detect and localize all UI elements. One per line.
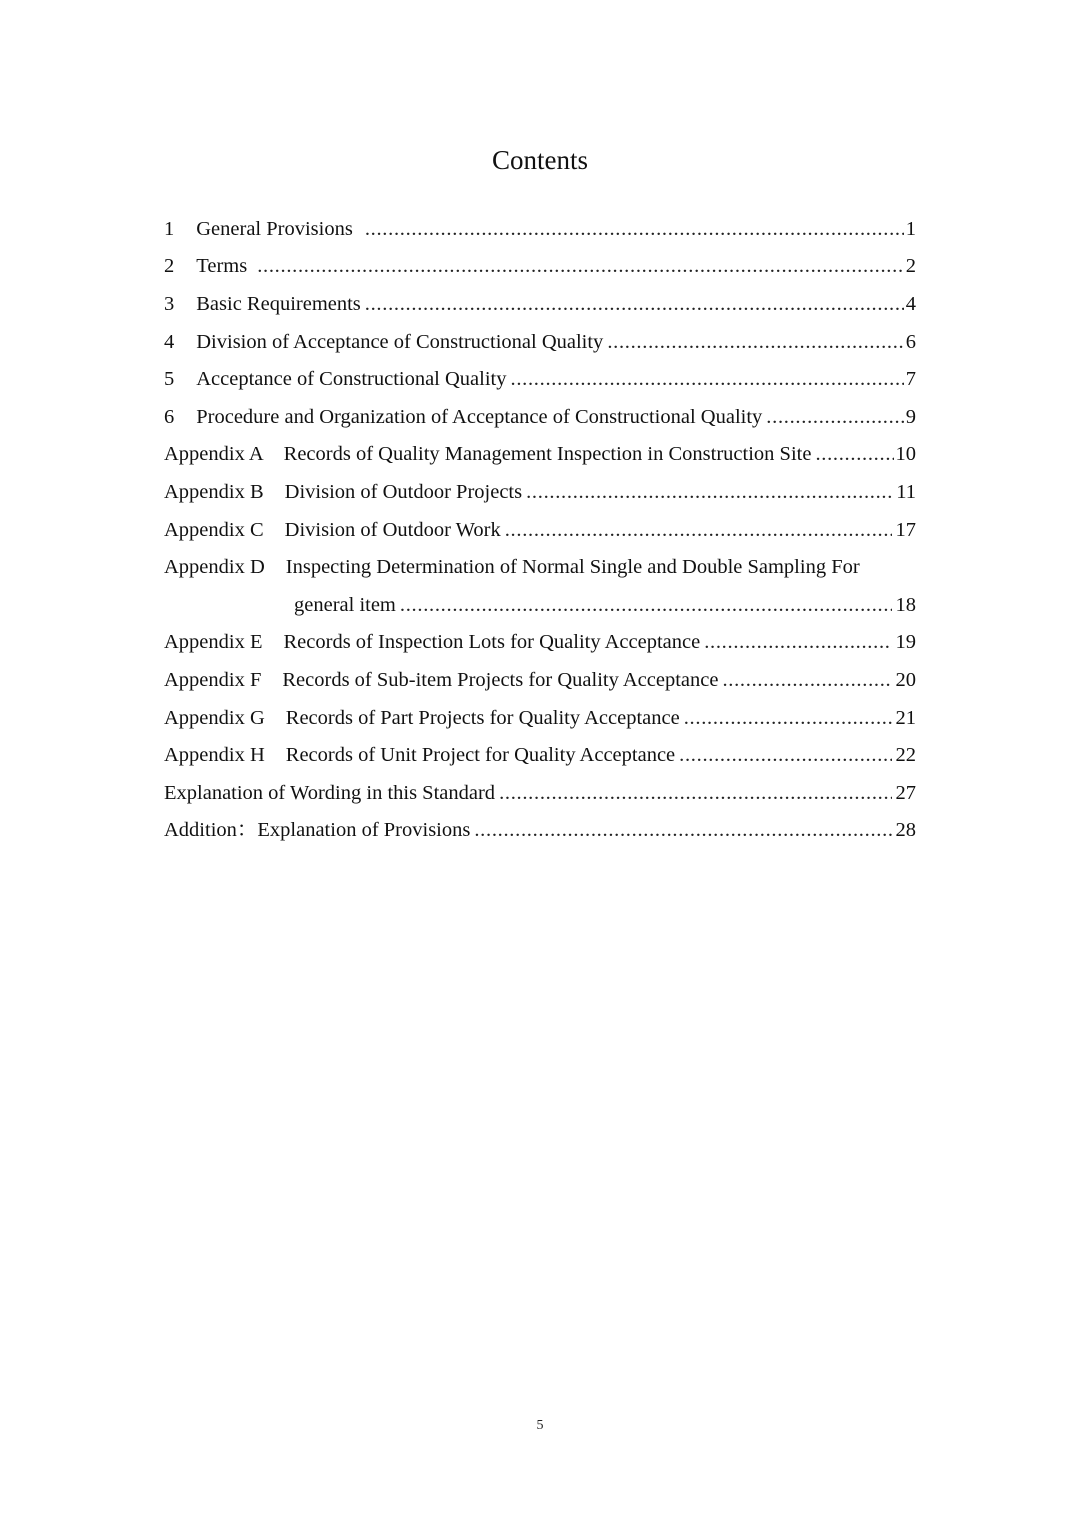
dot-leader: [704, 630, 891, 654]
dot-leader: [511, 367, 904, 391]
dot-leader: [684, 706, 892, 730]
dot-leader: [526, 480, 892, 504]
toc-entry-page: 7: [905, 368, 916, 391]
toc-entry-number: 4: [164, 330, 175, 353]
table-of-contents: [164, 210, 916, 849]
toc-entry-title: Procedure and Organization of Acceptance of Constructional Quality: [196, 405, 763, 428]
toc-entry-title: Records of Part Projects for Quality Acceptance: [285, 706, 680, 729]
toc-entry-addition[interactable]: [164, 812, 916, 850]
dot-leader: [474, 818, 891, 842]
toc-entry-page: 11: [896, 480, 916, 503]
toc-entry-title: Division of Acceptance of Constructional Quality: [196, 330, 604, 353]
dot-leader: [722, 668, 891, 692]
toc-entry-title: Records of Quality Management Inspection in Construction Site: [283, 443, 812, 466]
toc-entry-number: 6: [164, 405, 175, 428]
toc-entry-title: Inspecting Determination of Normal Single and Double Sampling For: [285, 556, 860, 579]
toc-entry-number: Appendix G: [164, 706, 265, 729]
toc-entry-number: 3: [164, 292, 175, 315]
toc-entry-title: Explanation of Wording in this Standard: [164, 781, 496, 804]
toc-entry-title: Addition：Explanation of Provisions: [164, 819, 471, 842]
toc-entry-page: 22: [895, 744, 916, 767]
dot-leader: [607, 330, 903, 354]
toc-entry-title: Acceptance of Constructional Quality: [196, 368, 507, 391]
toc-entry-1[interactable]: [164, 210, 916, 248]
page-title: Contents: [491, 145, 588, 175]
toc-entry-number: Appendix F: [164, 668, 262, 691]
dot-leader: [815, 442, 893, 466]
toc-entry-number: Appendix B: [164, 480, 264, 503]
toc-entry-page: 21: [895, 706, 916, 729]
dot-leader: [365, 292, 904, 316]
toc-entry-appendix-d-continuation[interactable]: [164, 586, 916, 624]
toc-entry-6[interactable]: [164, 398, 916, 436]
toc-entry-number: Appendix D: [164, 556, 265, 579]
toc-entry-page: 27: [895, 781, 916, 804]
toc-entry-title: Records of Sub-item Projects for Quality Acceptance: [282, 668, 719, 691]
toc-entry-appendix-c[interactable]: [164, 511, 916, 549]
toc-entry-page: 10: [895, 443, 916, 466]
toc-entry-number: 2: [164, 255, 175, 278]
toc-entry-page: 2: [905, 255, 916, 278]
toc-entry-title: General Provisions: [196, 217, 353, 240]
toc-entry-appendix-b[interactable]: [164, 473, 916, 511]
toc-entry-appendix-f[interactable]: [164, 661, 916, 699]
toc-entry-5[interactable]: [164, 360, 916, 398]
dot-leader: [499, 781, 891, 805]
toc-entry-number: Appendix A: [164, 443, 264, 466]
toc-entry-4[interactable]: [164, 323, 916, 361]
toc-entry-number: 5: [164, 368, 175, 391]
toc-entry-page: 28: [895, 819, 916, 842]
dot-leader: [365, 217, 904, 241]
toc-entry-page: 4: [905, 292, 916, 315]
toc-entry-appendix-d[interactable]: [164, 548, 916, 586]
toc-entry-title: Records of Unit Project for Quality Acceptance: [285, 744, 676, 767]
toc-entry-title: Terms: [196, 255, 248, 278]
dot-leader: [257, 254, 904, 278]
toc-entry-2[interactable]: [164, 248, 916, 286]
toc-entry-appendix-h[interactable]: [164, 736, 916, 774]
toc-entry-title: Division of Outdoor Work: [284, 518, 501, 541]
dot-leader: [679, 743, 891, 767]
toc-entry-title-continuation: general item: [294, 593, 396, 616]
toc-entry-page: 17: [895, 518, 916, 541]
toc-entry-page: 6: [905, 330, 916, 353]
dot-leader: [766, 405, 903, 429]
toc-entry-number: Appendix C: [164, 518, 264, 541]
toc-entry-page: 1: [905, 217, 916, 240]
toc-entry-number: 1: [164, 217, 175, 240]
dot-leader: [400, 593, 892, 617]
toc-entry-appendix-a[interactable]: [164, 436, 916, 474]
toc-entry-appendix-e[interactable]: [164, 624, 916, 662]
toc-entry-page: 18: [895, 593, 916, 616]
toc-entry-page: 9: [905, 405, 916, 428]
page-number: 5: [536, 1418, 544, 1433]
toc-entry-appendix-g[interactable]: [164, 699, 916, 737]
toc-entry-title: Basic Requirements: [196, 292, 361, 315]
toc-entry-number: Appendix H: [164, 744, 265, 767]
toc-entry-page: 19: [895, 631, 916, 654]
toc-entry-title: Division of Outdoor Projects: [284, 480, 523, 503]
toc-entry-number: Appendix E: [164, 631, 263, 654]
dot-leader: [505, 518, 892, 542]
toc-entry-explanation-of-wording[interactable]: [164, 774, 916, 812]
toc-entry-page: 20: [895, 668, 916, 691]
toc-entry-3[interactable]: [164, 285, 916, 323]
toc-entry-title: Records of Inspection Lots for Quality Acceptance: [283, 631, 701, 654]
